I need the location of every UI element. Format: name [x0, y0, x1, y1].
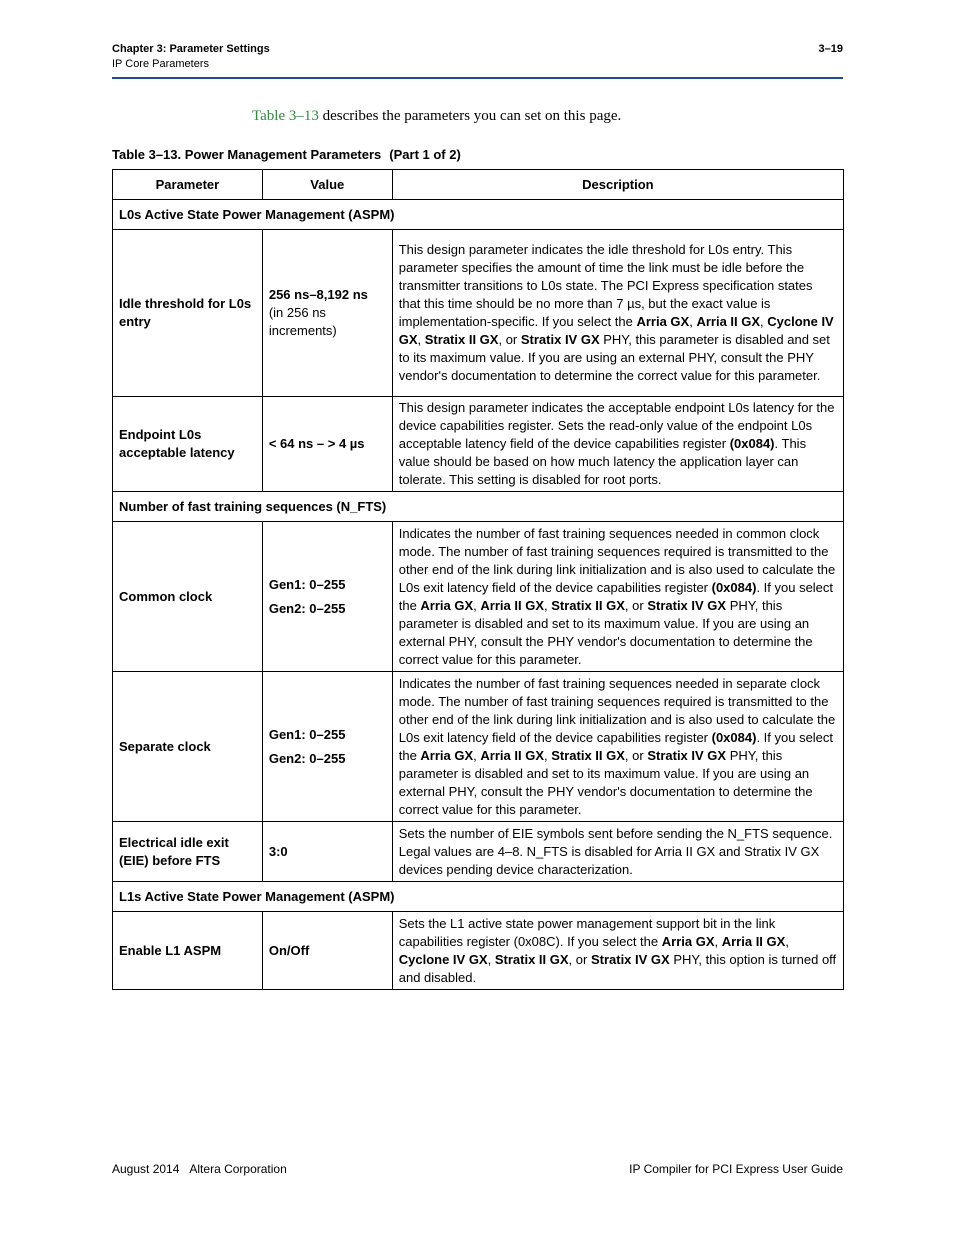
table-row [113, 397, 844, 492]
page-number: 3–19 [818, 43, 843, 55]
description-text: , or [568, 951, 591, 967]
value-line: Gen1: 0–255 [268, 726, 346, 742]
table-row [113, 912, 844, 990]
parameters-table [112, 169, 844, 990]
caption-part: (Part 1 of 2) [389, 147, 461, 162]
table-header-row [113, 170, 844, 200]
description-text: Sets the number of EIE symbols sent before sending the N_FTS sequence. Legal values are 4–8. N_FTS is disabled for Arria II GX and Stratix IV GX devices pending device characterization. [398, 825, 833, 877]
description-text: This design parameter indicates the acceptable endpoint L0s latency for the device capabilities register. Sets the read-only value of the endpoint L0s acceptable latency field of the device capabilities register [398, 400, 835, 451]
description-emphasis: Stratix II GX [551, 597, 625, 613]
section-row [113, 200, 844, 230]
description-text: Indicates the number of fast training sequences needed in common clock mode. The number of fast training sequences required is transmitted to the other end of the link during link initialization and is also used to calculate the L0s exit latency field of the device capabilities register [398, 525, 836, 595]
description-emphasis: Cyclone IV GX [398, 314, 834, 347]
description-text: , or [624, 747, 648, 763]
description-emphasis: Stratix IV GX [520, 332, 600, 347]
parameter-description [392, 522, 843, 672]
description-text: PHY, this parameter is disabled and set to its maximum value. If you are using an external PHY, consult the PHY vendor's documentation to determine the correct value for this parameter. [398, 597, 813, 667]
description-text: , [760, 314, 768, 329]
col-header-description: Description [392, 170, 843, 200]
section-title: L0s Active State Power Management (ASPM) [113, 200, 844, 230]
parameter-name: Endpoint L0s acceptable latency [113, 397, 263, 492]
description-emphasis: Cyclone IV GX [398, 951, 488, 967]
section-title: IP Core Parameters [112, 58, 210, 70]
parameter-description [392, 822, 843, 882]
table-body [113, 200, 844, 990]
description-text: , [487, 951, 495, 967]
description-text: , [473, 597, 481, 613]
chapter-title: Chapter 3: Parameter Settings [112, 43, 270, 55]
col-header-parameter: Parameter [113, 170, 263, 200]
description-text: , [417, 332, 425, 347]
description-emphasis: Stratix IV GX [647, 747, 727, 763]
section-title: Number of fast training sequences (N_FTS) [113, 492, 844, 522]
description-emphasis: Stratix II GX [494, 951, 569, 967]
parameter-description [392, 397, 843, 492]
parameter-name: Enable L1 ASPM [113, 912, 263, 990]
header-rule [112, 77, 843, 79]
description-emphasis: Arria GX [636, 314, 690, 329]
description-emphasis: Arria GX [661, 933, 715, 949]
section-row [113, 492, 844, 522]
description-text: PHY, this parameter is disabled and set to its maximum value. If you are using an external PHY, consult the PHY vendor's documentation to determine the correct value for this parameter. [398, 747, 813, 817]
description-text: , [543, 747, 552, 763]
description-emphasis: Arria II GX [696, 314, 761, 329]
footer-left [112, 1162, 287, 1176]
description-text: , or [624, 597, 648, 613]
value-line: Gen2: 0–255 [268, 750, 346, 766]
parameter-value [262, 522, 392, 672]
description-text: , [543, 597, 552, 613]
parameter-name: Common clock [113, 522, 263, 672]
parameter-description [392, 912, 843, 990]
description-emphasis: Stratix II GX [424, 332, 499, 347]
value-line: Gen2: 0–255 [268, 600, 346, 616]
table-row [113, 822, 844, 882]
description-emphasis: (0x084) [711, 579, 757, 595]
parameter-value [262, 397, 392, 492]
description-emphasis: Arria GX [420, 597, 474, 613]
parameter-value [262, 672, 392, 822]
table-row [113, 522, 844, 672]
value-note: (in 256 ns increments) [268, 305, 337, 338]
running-header [112, 43, 843, 70]
parameter-value [262, 912, 392, 990]
parameter-name: Electrical idle exit (EIE) before FTS [113, 822, 263, 882]
parameter-description [392, 230, 843, 397]
table-row [113, 672, 844, 822]
table-caption [112, 147, 461, 162]
description-text: , [689, 314, 697, 329]
section-row [113, 882, 844, 912]
parameter-name: Idle threshold for L0s entry [113, 230, 263, 397]
description-emphasis: Stratix II GX [551, 747, 625, 763]
description-text: , [785, 933, 789, 949]
col-header-value: Value [262, 170, 392, 200]
description-text: This design parameter indicates the idle threshold for L0s entry. This parameter specifies the amount of time the link must be idle before the transmitter transitions to L0s state. The PCI Express specification states that this time should be no more than 7 µs, but the exact value is implementation-specific. If you select the [398, 242, 813, 329]
parameter-value [262, 822, 392, 882]
description-emphasis: Arria GX [420, 747, 474, 763]
description-text: . This value should be based on how much latency the application layer can tolerate. This setting is disabled for root ports. [398, 436, 807, 487]
description-text: Sets the L1 active state power management support bit in the link capabilities register (0x08C). If you select the [398, 915, 776, 949]
description-text: , [473, 747, 481, 763]
description-emphasis: Stratix IV GX [590, 951, 670, 967]
description-text: , [714, 933, 722, 949]
description-text: , or [498, 332, 521, 347]
description-text: . If you select the [398, 579, 834, 613]
value-primary: < 64 ns – > 4 µs [268, 436, 365, 451]
parameter-value [262, 230, 392, 397]
description-emphasis: Arria II GX [480, 597, 544, 613]
caption-title: Table 3–13. Power Management Parameters [112, 147, 382, 162]
footer-company: Altera Corporation [189, 1162, 287, 1176]
parameter-description [392, 672, 843, 822]
value-line: Gen1: 0–255 [268, 576, 346, 592]
table-link[interactable]: Table 3–13 [252, 108, 319, 124]
description-emphasis: Arria II GX [480, 747, 544, 763]
description-text: Indicates the number of fast training sequences needed in separate clock mode. The number of fast training sequences required is transmitted to the other end of the link during link initialization and is also used to calculate the L0s exit latency field of the device capabilities register [398, 675, 836, 745]
description-emphasis: Arria II GX [721, 933, 786, 949]
value-primary: 3:0 [268, 843, 288, 859]
value-primary: On/Off [268, 942, 310, 958]
description-emphasis: Stratix IV GX [647, 597, 727, 613]
description-text: . If you select the [398, 729, 834, 763]
value-primary: 256 ns–8,192 ns [268, 287, 368, 302]
table-row [113, 230, 844, 397]
footer-date: August 2014 [112, 1162, 180, 1176]
intro-text: describes the parameters you can set on this page. [318, 108, 622, 124]
description-text: PHY, this parameter is disabled and set to its maximum value. If you are using an external PHY, consult the PHY vendor's documentation to determine the correct value for this parameter. [398, 332, 830, 383]
description-emphasis: (0x084) [711, 729, 757, 745]
parameter-name: Separate clock [113, 672, 263, 822]
description-text: PHY, this option is turned off and disabled. [398, 951, 837, 985]
section-title: L1s Active State Power Management (ASPM) [113, 882, 844, 912]
intro-paragraph [252, 108, 621, 125]
footer-guide-title: IP Compiler for PCI Express User Guide [629, 1162, 843, 1176]
description-emphasis: (0x084) [729, 436, 775, 451]
